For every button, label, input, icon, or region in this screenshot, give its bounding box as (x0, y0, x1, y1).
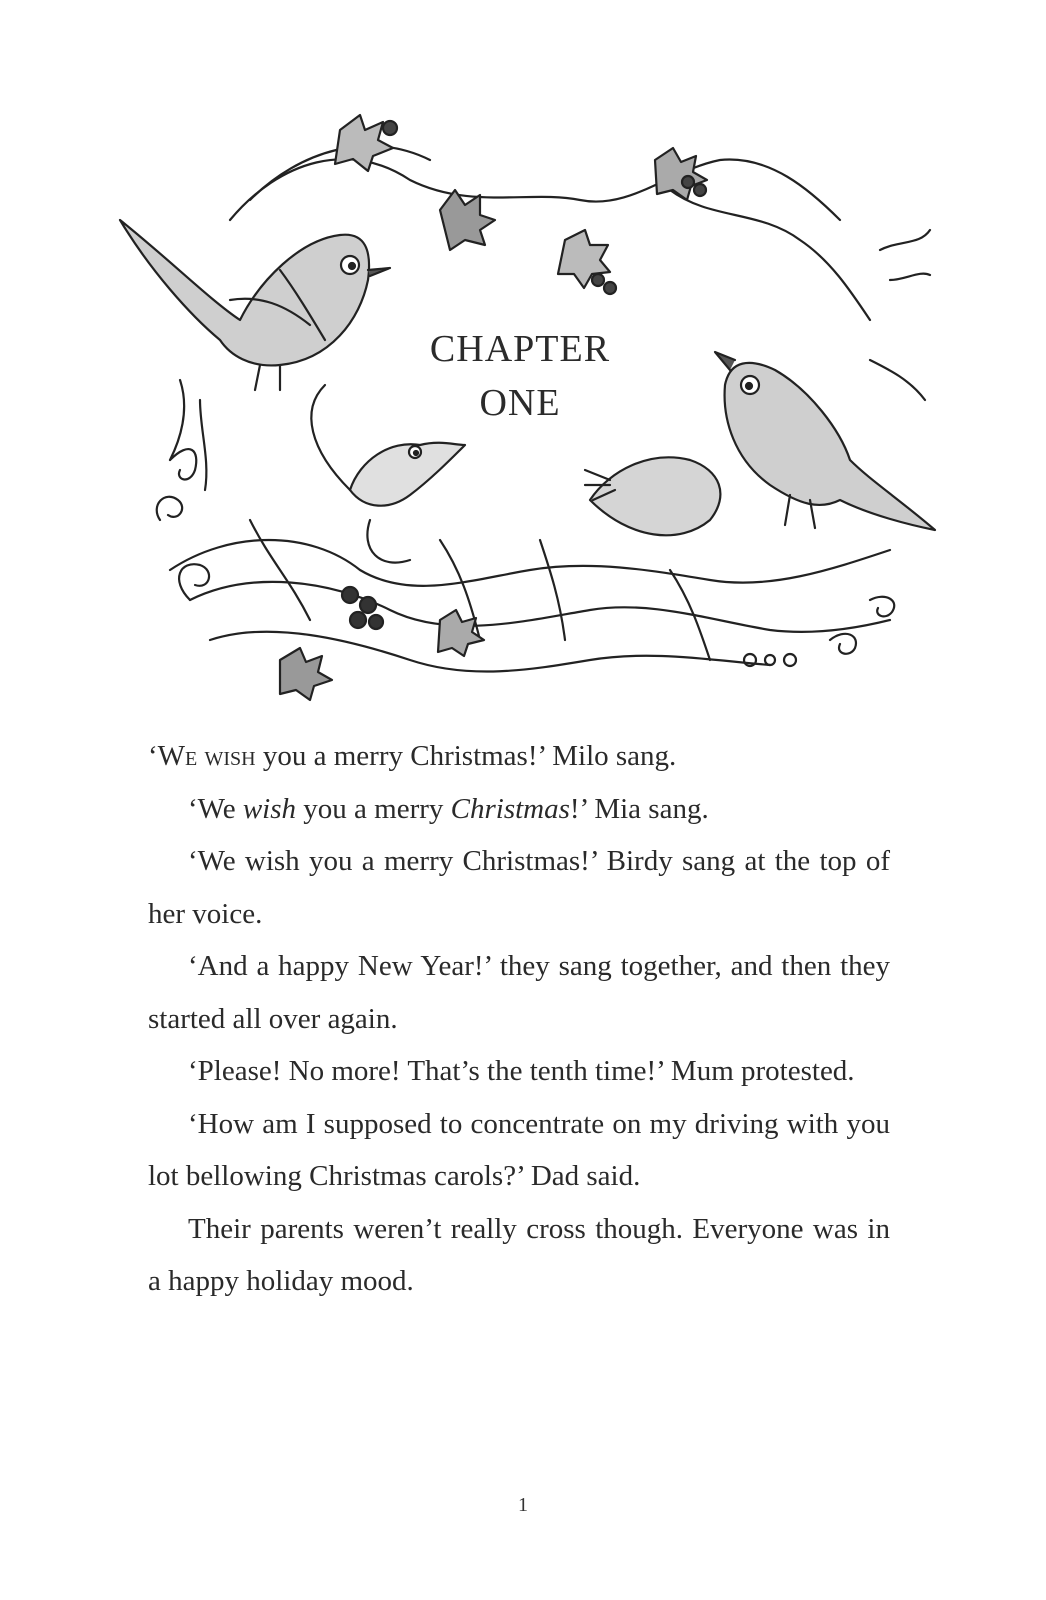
paragraph-1-lead: ‘We wish (148, 740, 256, 772)
paragraph-2-part-c: you a merry (296, 792, 451, 825)
paragraph-2-emphasis-wish: wish (242, 792, 297, 825)
chapter-label: CHAPTER (429, 328, 611, 370)
paragraph-1 (148, 730, 890, 783)
paragraph-3: ‘We wish you a merry Christmas!’ Birdy sang at the top of her voice. (148, 845, 890, 930)
chapter-number: ONE (479, 382, 561, 424)
paragraph-2 (148, 783, 890, 836)
paragraph-5: ‘Please! No more! That’s the tenth time!’ Mum protested. (188, 1055, 855, 1087)
paragraph-7: Their parents weren’t really cross though. Everyone was in a happy holiday mood. (148, 1212, 890, 1297)
paragraph-1-rest: you a merry Christmas!’ Milo sang. (255, 740, 677, 772)
page-number: 1 (518, 1494, 528, 1516)
vine-top-icon (230, 159, 840, 220)
paragraph-2-part-a: ‘We (188, 792, 243, 825)
paragraph-6: ‘How am I supposed to concentrate on my driving with you lot bellowing Christmas carols?’ Dad said. (148, 1107, 890, 1192)
paragraph-2-part-e: !’ Mia sang. (569, 792, 709, 825)
mouse-right-icon (585, 457, 720, 535)
paragraph-4: ‘And a happy New Year!’ they sang together, and then they started all over again. (148, 950, 890, 1035)
paragraph-2-emphasis-christmas: Christmas (450, 792, 570, 825)
berry-icon (383, 121, 397, 135)
body-text (148, 730, 890, 1308)
chapter-heading (0, 322, 1040, 430)
